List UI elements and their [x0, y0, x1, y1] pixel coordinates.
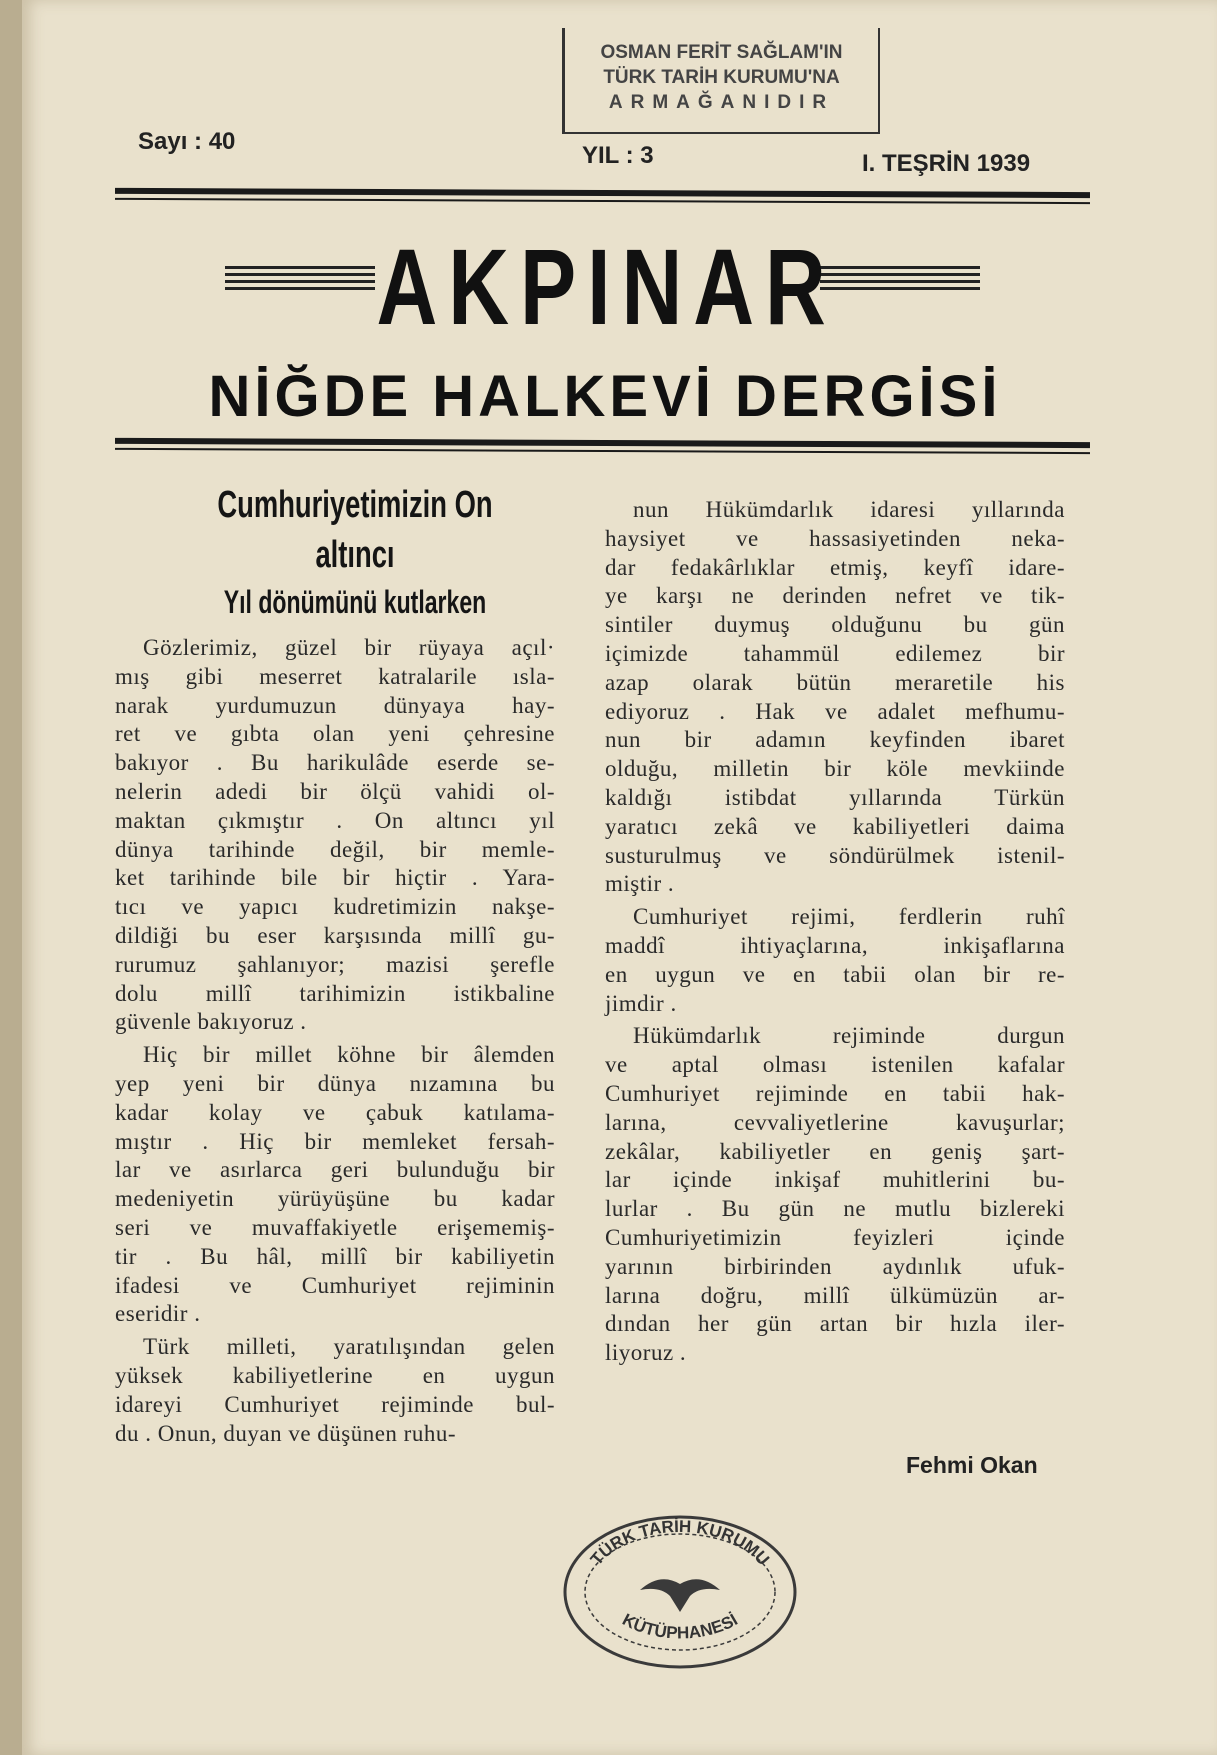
text-line: Hiç bir millet köhne bir âlemden [143, 1042, 555, 1068]
eagle-icon [640, 1579, 720, 1612]
text-line: narak yurdumuzun dünyaya hay- [115, 692, 555, 718]
text-line: azap olarak bütün meraretile his [605, 669, 1065, 695]
paragraph [605, 496, 1065, 899]
text-line: zekâlar, kabiliyetler en geniş şart- [605, 1138, 1065, 1164]
stamp-line-2: TÜRK TARİH KURUMU'NA [603, 67, 840, 88]
stamp-line-3: ARMAĞANIDIR [608, 92, 835, 113]
paragraph [605, 1022, 1065, 1368]
text-line: nelerin adedi bir ölçü vahidi ol- [115, 778, 555, 804]
text-line: lar ve asırlarca geri bulunduğu bir [115, 1157, 555, 1183]
text-line: sintiler duymuş olduğunu bu gün [605, 612, 1065, 638]
text-line: içimizde tahammül edilemez bir [605, 640, 1065, 666]
library-seal [560, 1512, 800, 1672]
text-line: rurumuz şahlanıyor; mazisi şerefle [115, 951, 555, 977]
text-line: idareyi Cumhuriyet rejiminde bul- [115, 1391, 555, 1417]
seal-top-text: TÜRK TARİH KURUMU [586, 1516, 774, 1570]
text-line: tir . Bu hâl, millî bir kabiliyetin [115, 1243, 555, 1269]
masthead-title: AKPINAR [376, 226, 837, 347]
right-column [605, 496, 1065, 1368]
svg-text:TÜRK TARİH KURUMU [587, 1517, 773, 1569]
paragraph [115, 634, 555, 1037]
stamp-line-1: OSMAN FERİT SAĞLAM'IN [600, 42, 843, 63]
text-line: lurlar . Bu gün ne mutlu bizlereki [605, 1196, 1065, 1222]
text-line: Türk milleti, yaratılışından gelen [143, 1334, 555, 1360]
text-line: dildiği bu eser karşısında millî gu- [115, 922, 555, 948]
donation-stamp [562, 28, 880, 134]
text-line: mıştır . Hiç bir memleket fersah- [115, 1128, 555, 1154]
text-line: maddî ihtiyaçlarına, inkişaflarına [605, 932, 1065, 958]
text-line: lar içinde inkişaf muhitlerini bu- [605, 1167, 1065, 1193]
text-line: ifadesi ve Cumhuriyet rejiminin [115, 1272, 555, 1298]
text-line: haysiyet ve hassasiyetinden neka- [605, 525, 1065, 551]
text-line: dolu millî tarihimizin istikbaline [115, 980, 555, 1006]
text-line: ket tarihinde bile bir hiçtir . Yara- [115, 865, 555, 891]
text-line: jimdir . [605, 990, 677, 1016]
text-line: larına, cevvaliyetlerine kavuşurlar; [605, 1109, 1065, 1135]
text-line: tıcı ve yapıcı kudretimizin nakşe- [115, 894, 555, 920]
issue-date: I. TEŞRİN 1939 [862, 150, 1031, 177]
text-line: eseridir . [115, 1301, 201, 1327]
text-line: Gözlerimiz, güzel bir rüyaya açıl· [143, 635, 555, 660]
text-line: mış gibi meserret katralarile ısla- [115, 663, 555, 689]
paragraph [605, 903, 1065, 1018]
text-line: susturulmuş ve söndürülmek istenil- [605, 842, 1065, 868]
text-line: Cumhuriyet rejimi, ferdlerin ruhî [633, 904, 1065, 930]
seal-bottom-text: KÜTÜPHANESİ [619, 1610, 741, 1643]
text-line: olduğu, milletin bir köle mevkiinde [605, 756, 1065, 782]
text-line: Hükümdarlık rejiminde durgun [633, 1023, 1065, 1049]
text-line: larına doğru, millî ülkümüzün ar- [605, 1282, 1065, 1308]
text-line: kaldığı istibdat yıllarında Türkün [605, 784, 1065, 810]
text-line: liyoruz . [605, 1340, 687, 1366]
article-title-line-1: Cumhuriyetimizin On altıncı [217, 484, 493, 576]
left-column [115, 634, 555, 1448]
year-number: YIL : 3 [582, 142, 654, 169]
text-line: dünya tarihinde değil, bir memle- [115, 836, 555, 862]
paragraph [115, 1041, 555, 1329]
text-line: ret ve gıbta olan yeni çehresine [115, 721, 555, 747]
text-line: ediyoruz . Hak ve adalet mefhumu- [605, 698, 1065, 724]
text-line: yüksek kabiliyetlerine en uygun [115, 1362, 555, 1388]
text-line: Cumhuriyetimizin feyizleri içinde [605, 1224, 1065, 1250]
text-line: ye karşı ne derinden nefret ve tik- [605, 583, 1065, 609]
text-line: en uygun ve en tabii olan bir re- [605, 961, 1065, 987]
issue-number: Sayı : 40 [138, 128, 236, 155]
text-line: yarının birbirinden aydınlık ufuk- [605, 1253, 1065, 1279]
masthead-subtitle: NİĞDE HALKEVİ DERGİSİ [208, 364, 1002, 429]
text-line: maktan çıkmıştır . On altıncı yıl [115, 807, 555, 833]
svg-text:KÜTÜPHANESİ [619, 1610, 741, 1643]
text-line: nun bir adamın keyfinden ibaret [605, 727, 1065, 753]
paragraph [115, 1333, 555, 1448]
text-line: bakıyor . Bu harikulâde eserde se- [115, 750, 555, 776]
article-title-line-2: Yıl dönümünü kutlarken [223, 584, 487, 620]
text-line: kadar kolay ve çabuk katılama- [115, 1099, 555, 1125]
text-line: yaratıcı zekâ ve kabiliyetleri daima [605, 813, 1065, 839]
text-line: yep yeni bir dünya nızamına bu [115, 1070, 555, 1096]
text-line: dından her gün artan bir hızla iler- [605, 1311, 1065, 1337]
text-line: seri ve muvaffakiyetle erişememiş- [115, 1214, 555, 1240]
text-line: du . Onun, duyan ve düşünen ruhu- [115, 1420, 457, 1446]
text-line: dar fedakârlıklar etmiş, keyfî idare- [605, 554, 1065, 580]
author-signature: Fehmi Okan [906, 1452, 1038, 1478]
text-line: miştir . [605, 871, 675, 897]
text-line: nun Hükümdarlık idaresi yıllarında [633, 497, 1065, 522]
text-line: ve aptal olması istenilen kafalar [605, 1052, 1065, 1078]
text-line: güvenle bakıyoruz . [115, 1009, 307, 1035]
text-line: medeniyetin yürüyüşüne bu kadar [115, 1186, 555, 1212]
article-title [130, 480, 580, 624]
text-line: Cumhuriyet rejiminde en tabii hak- [605, 1080, 1065, 1106]
